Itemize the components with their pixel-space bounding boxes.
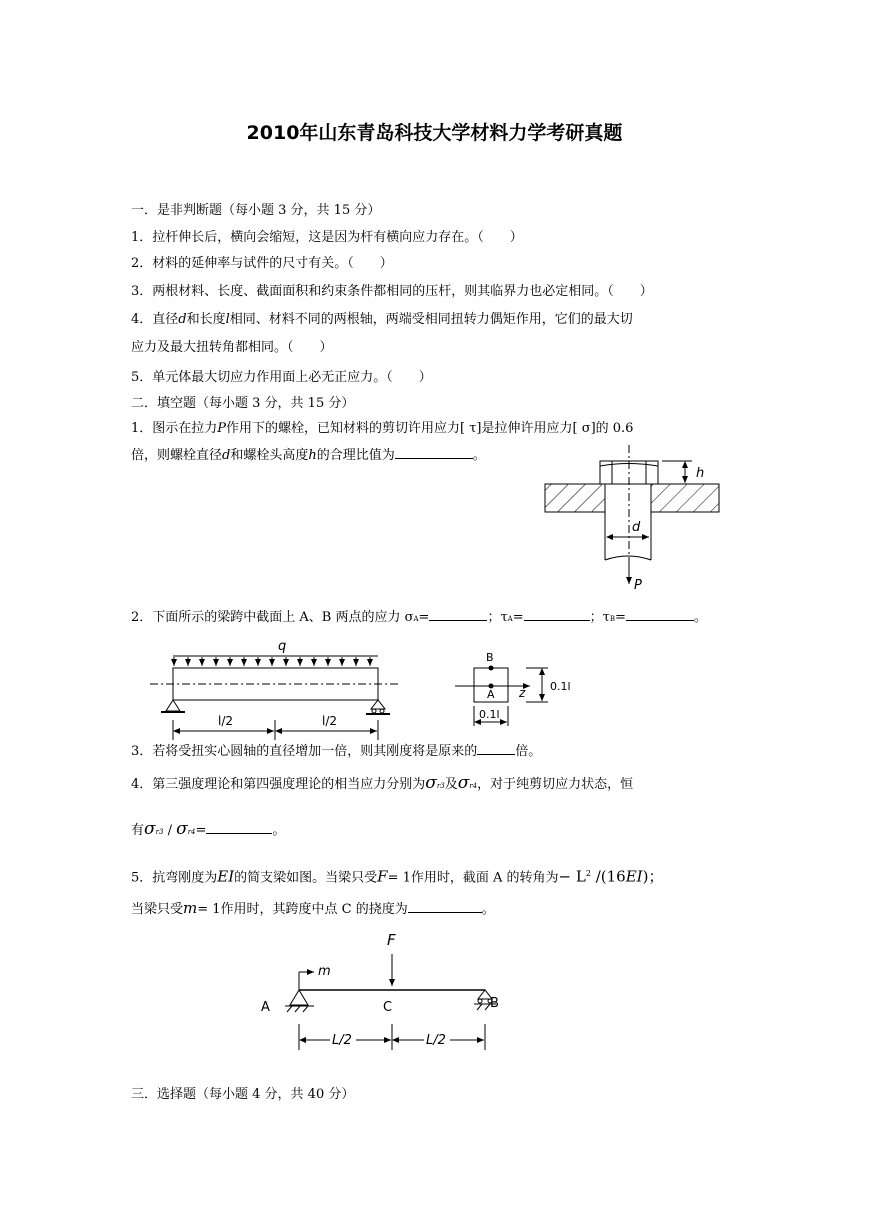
bolt-h-label: h — [696, 466, 705, 481]
beam2-span-right-label: L/2 — [426, 1033, 446, 1048]
distributed-load-arrows — [174, 657, 370, 666]
section1-question-4-line2: 应力及最大扭转角都相同。（ ） — [131, 340, 333, 355]
section2-question-5-line2: 当梁只受m= 1作用时，其跨度中点 C 的挠度为 。 — [131, 899, 495, 917]
section2-question-3: 3．若将受扭实心圆轴的直径增加一倍，则其刚度将是原来的 倍。 — [131, 744, 542, 759]
section3-header: 三．选择题（每小题 4 分，共 40 分） — [131, 1087, 355, 1102]
beam2-span-left-label: L/2 — [332, 1033, 352, 1048]
beam2-figure — [261, 931, 499, 1050]
bolt-p-label: P — [634, 578, 642, 593]
beam2-b-label: B — [490, 996, 499, 1011]
section2-question-1-line2: 倍，则螺栓直径d和螺栓头高度h的合理比值为 。 — [131, 448, 486, 463]
beam2-m-label: m — [318, 964, 331, 979]
beam1-q-label: q — [278, 639, 287, 654]
bolt-figure — [545, 445, 719, 593]
beam1-span-left-label: l/2 — [218, 714, 234, 728]
beam2-a-label: A — [261, 1000, 270, 1015]
section2-question-4-line2: 有σr3 / σr4= 。 — [131, 819, 286, 839]
beam1-figure — [150, 639, 398, 740]
section2-question-5: 5．抗弯刚度为EI的简支梁如图。当梁只受F= 1作用时，截面 A 的转角为− $L^2$ /(16EI)； — [131, 867, 664, 886]
beam2-f-label: F — [387, 931, 396, 949]
section2-question-2: 2．下面所示的梁跨中截面上 A、B 两点的应力 σA= ；τA= ；τB= 。 — [131, 610, 707, 625]
section1-question-1: 1．拉杆伸长后，横向会缩短，这是因为杆有横向应力存在。（ ） — [131, 230, 523, 245]
section1-header: 一．是非判断题（每小题 3 分，共 15 分） — [131, 203, 381, 218]
section-a-label: A — [487, 688, 495, 701]
section-z-label: z — [519, 686, 526, 700]
section1-question-5: 5．单元体最大切应力作用面上必无正应力。（ ） — [131, 370, 432, 385]
section2-question-1: 1．图示在拉力P作用下的螺栓，已知材料的剪切许用应力[ τ]是拉伸许用应力[ σ]的 0.6 — [131, 421, 634, 436]
section1-question-2: 2．材料的延伸率与试件的尺寸有关。（ ） — [131, 256, 393, 271]
section-b-label: B — [486, 651, 494, 664]
section2-header: 二．填空题（每小题 3 分，共 15 分） — [131, 396, 355, 411]
beam1-span-right-label: l/2 — [322, 714, 338, 728]
section2-question-4: 4．第三强度理论和第四强度理论的相当应力分别为σr3及σr4，对于纯剪切应力状态，恒 — [131, 773, 634, 793]
section1-question-4: 4．直径d和长度l相同、材料不同的两根轴，两端受相同扭转力偶矩作用，它们的最大切 — [131, 312, 633, 327]
section1-question-3: 3．两根材料、长度、截面面积和约束条件都相同的压杆，则其临界力也必定相同。（ ） — [131, 284, 653, 299]
page-title: 2010年山东青岛科技大学材料力学考研真题 — [246, 122, 623, 144]
section-width-label: 0.1l — [479, 708, 500, 721]
bolt-d-label: d — [632, 520, 641, 535]
section-height-label: 0.1l — [550, 680, 571, 693]
cross-section-figure — [455, 651, 571, 726]
beam2-c-label: C — [383, 1000, 393, 1015]
